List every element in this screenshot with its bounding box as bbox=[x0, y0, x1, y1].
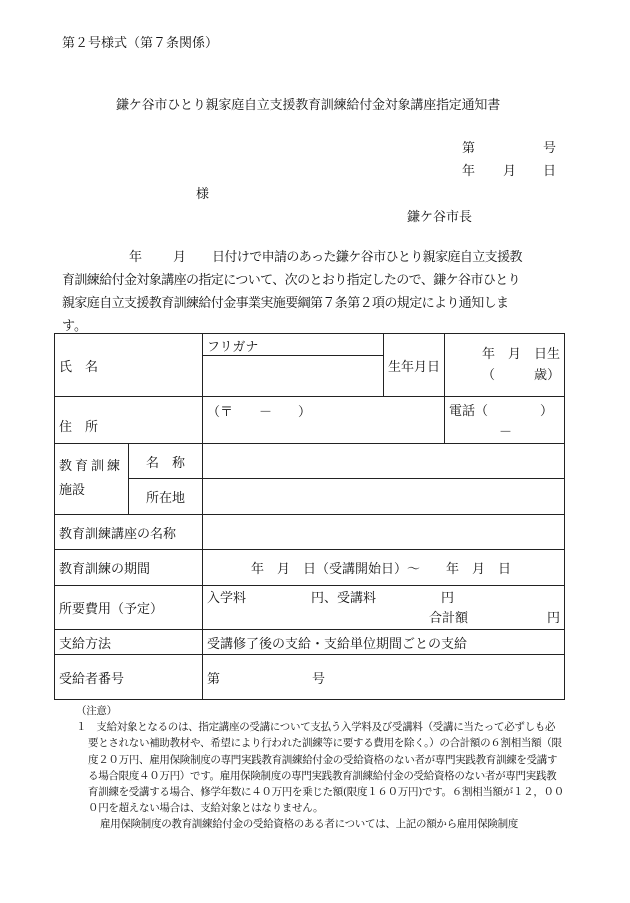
cost-total-label: 合計額 bbox=[429, 611, 469, 626]
cost-total-row bbox=[207, 609, 560, 629]
date-year: 年 bbox=[462, 164, 476, 179]
recipient-sama: 様 bbox=[196, 187, 210, 202]
issuer: 鎌ケ谷市長 bbox=[407, 210, 473, 225]
recipient-number-label: 受給者番号 bbox=[55, 655, 203, 700]
payment-method-value: 受講修了後の支給・支給単位期間ごとの支給 bbox=[203, 630, 565, 655]
phone-label: 電話（ ） bbox=[449, 404, 554, 419]
recipient-number-suffix: 号 bbox=[312, 671, 326, 687]
doc-number-prefix: 第 bbox=[462, 141, 476, 156]
birthdate-cell[interactable] bbox=[445, 334, 565, 397]
recipient-number-prefix: 第 bbox=[207, 671, 221, 687]
body-year: 年 bbox=[129, 250, 143, 265]
period-value[interactable]: 年 月 日（受講開始日）～ 年 月 日 bbox=[203, 550, 565, 586]
age-value: （ 歳） bbox=[482, 368, 561, 383]
name-input-cell[interactable] bbox=[203, 356, 384, 397]
name-label: 氏 名 bbox=[55, 334, 203, 397]
course-name-cell[interactable] bbox=[203, 515, 565, 550]
body-line-1: 日付けで申請のあった鎌ケ谷市ひとり親家庭自立支援教 bbox=[212, 250, 522, 265]
notes-item-1: １ 支給対象となるのは、指定講座の受講について支払う入学料及び受講料（受講に当たって必ずしも必要とされない補助教材や、希望により行われた訓練等に要する費用を除く。）の合計額の６割相当額（限度２０万円、雇用保険制度の専門実践教育訓練給付金の受給資格のない者が専門実践教育訓練を受講する場合限度４０万円）です。雇用保険制度の専門実践教育訓練給付金の受給資格のない者が専門実践教育訓練を受講する場合、修学年数に４０万円を乗じた額(限度１６０万円)です。６割相当額が１２，０００円を超えない場合は、支給対象とはなりません。 bbox=[76, 721, 564, 815]
doc-number-suffix: 号 bbox=[543, 141, 557, 156]
body-month: 月 bbox=[173, 250, 187, 265]
facility-name-label: 名 称 bbox=[129, 444, 203, 479]
notes-item-1-continued: 雇用保険制度の教育訓練給付金の受給資格のある者については、上記の額から雇用保険制度 bbox=[100, 818, 518, 831]
document-title: 鎌ケ谷市ひとり親家庭自立支援教育訓練給付金対象講座指定通知書 bbox=[116, 98, 501, 113]
address-label: 住 所 bbox=[55, 397, 203, 444]
facility-label-line-2: 施設 bbox=[59, 483, 86, 498]
facility-label-line-1: 教育訓練 bbox=[59, 459, 124, 474]
furigana-cell[interactable]: フリガナ bbox=[203, 334, 384, 356]
cost-total-yen: 円 bbox=[547, 611, 561, 626]
cost-line-1: 入学料 円、受講料 円 bbox=[207, 591, 455, 606]
payment-method-label: 支給方法 bbox=[55, 630, 203, 655]
recipient-number-cell[interactable] bbox=[203, 655, 565, 700]
birthdate-label: 生年月日 bbox=[384, 334, 445, 397]
course-name-label: 教育訓練講座の名称 bbox=[55, 515, 203, 550]
cost-cell[interactable] bbox=[203, 586, 565, 630]
phone-cell[interactable] bbox=[445, 397, 565, 444]
notes-heading: （注意） bbox=[76, 705, 117, 717]
cost-label: 所要費用（予定） bbox=[55, 586, 203, 630]
phone-dash: － bbox=[499, 425, 513, 440]
birthdate-value: 年 月 日生 bbox=[482, 347, 561, 362]
date-month: 月 bbox=[503, 164, 517, 179]
facility-location-cell[interactable] bbox=[203, 479, 565, 515]
facility-location-label: 所在地 bbox=[129, 479, 203, 515]
form-number: 第２号様式（第７条関係） bbox=[62, 36, 219, 51]
body-line-2: 育訓練給付金対象講座の指定について、次のとおり指定したので、鎌ケ谷市ひとり bbox=[62, 273, 521, 288]
facility-label bbox=[55, 444, 129, 515]
application-table bbox=[54, 333, 565, 700]
notes-section bbox=[76, 703, 564, 833]
body-line-3: 親家庭自立支援教育訓練給付金事業実施要綱第７条第２項の規定により通知しま bbox=[62, 296, 509, 311]
facility-name-cell[interactable] bbox=[203, 444, 565, 479]
postal-code-cell[interactable]: （〒 － ） bbox=[203, 397, 445, 444]
body-line-4: す。 bbox=[62, 319, 87, 334]
date-day: 日 bbox=[543, 164, 557, 179]
period-label: 教育訓練の期間 bbox=[55, 550, 203, 586]
